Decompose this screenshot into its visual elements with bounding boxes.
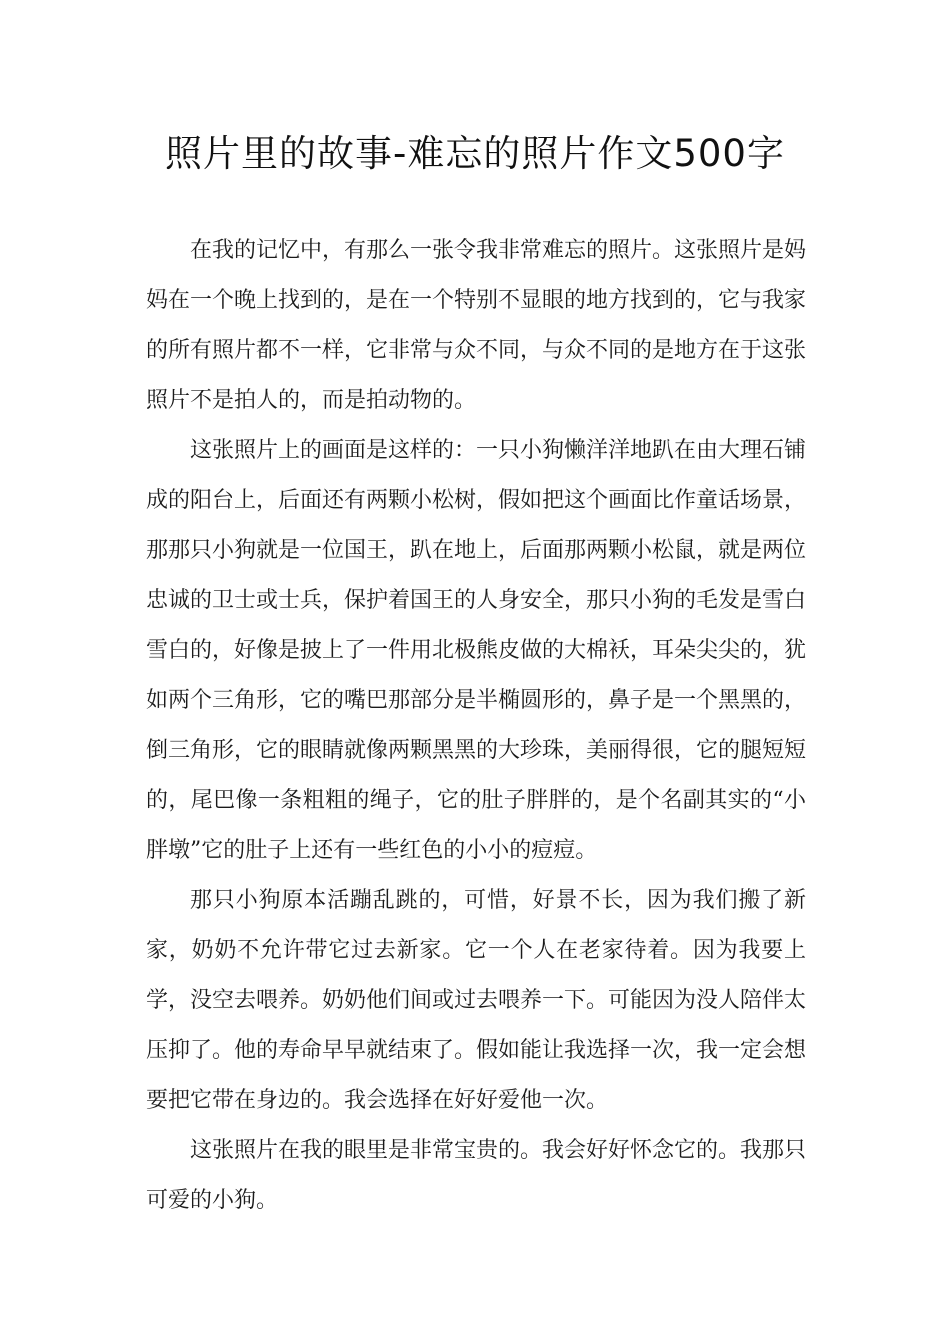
paragraph-2: 这张照片上的画面是这样的：一只小狗懒洋洋地趴在由大理石铺成的阳台上，后面还有两颗小松树，假如把这个画面比作童话场景，那那只小狗就是一位国王，趴在地上，后面那两颗小松鼠，就是两位忠诚的卫士或士兵，保护着国王的人身安全，那只小狗的毛发是雪白雪白的，好像是披上了一件用北极熊皮做的大棉袄，耳朵尖尖的，犹如两个三角形，它的嘴巴那部分是半椭圆形的，鼻子是一个黑黑的，倒三角形，它的眼睛就像两颗黑黑的大珍珠，美丽得很，它的腿短短的，尾巴像一条粗粗的绳子，它的肚子胖胖的，是个名副其实的“小胖墩”它的肚子上还有一些红色的小小的痘痘。	[146, 438, 807, 863]
paragraph-1: 在我的记忆中，有那么一张令我非常难忘的照片。这张照片是妈妈在一个晚上找到的，是在一个特别不显眼的地方找到的，它与我家的所有照片都不一样，它非常与众不同，与众不同的是地方在于这张照片不是拍人的，而是拍动物的。	[146, 238, 807, 413]
paragraph-4: 这张照片在我的眼里是非常宝贵的。我会好好怀念它的。我那只可爱的小狗。	[146, 1138, 807, 1213]
document-body	[146, 226, 806, 1226]
document-title: 照片里的故事-难忘的照片作文500字	[165, 132, 785, 175]
paragraph-3: 那只小狗原本活蹦乱跳的，可惜，好景不长，因为我们搬了新家，奶奶不允许带它过去新家。它一个人在老家待着。因为我要上学，没空去喂养。奶奶他们间或过去喂养一下。可能因为没人陪伴太压抑了。他的寿命早早就结束了。假如能让我选择一次，我一定会想要把它带在身边的。我会选择在好好爱他一次。	[146, 888, 807, 1113]
